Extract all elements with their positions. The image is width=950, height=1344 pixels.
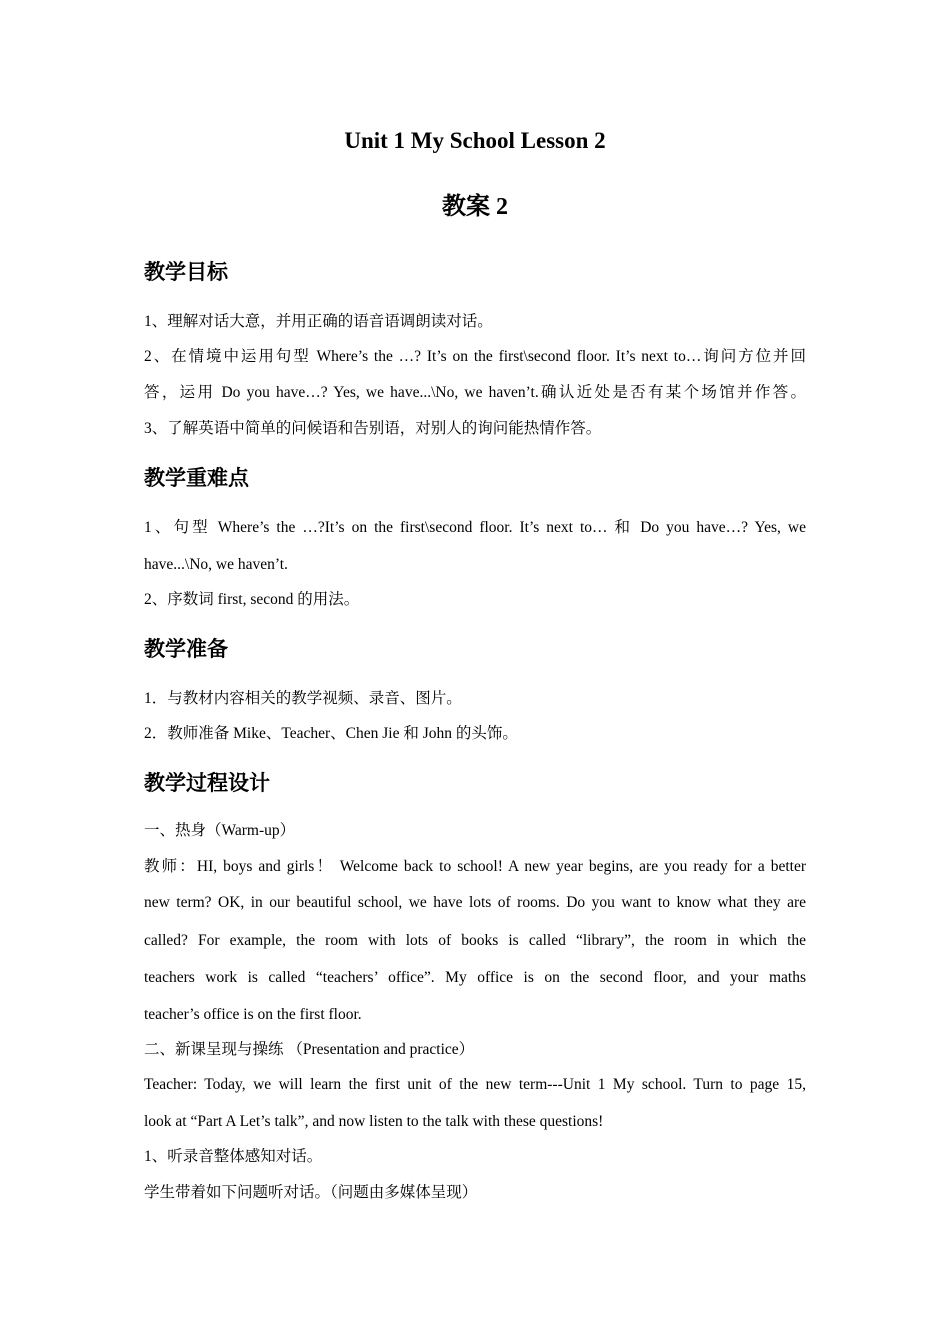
document-title: Unit 1 My School Lesson 2 <box>344 128 606 153</box>
process-line: 教师：HI, boys and girls！ Welcome back to school! A new year begins, are you ready for a better <box>144 858 806 875</box>
process-line: look at “Part A Let’s talk”, and now listen to the talk with these questions! <box>144 1113 604 1130</box>
preparation-line: 1．与教材内容相关的教学视频、录音、图片。 <box>144 690 462 707</box>
document-subtitle: 教案 2 <box>442 194 508 220</box>
goals-line: 答，运用 Do you have…? Yes, we have...\No, we haven’t.确认近处是否有某个场馆并作答。 <box>144 384 806 401</box>
process-line: 1、听录音整体感知对话。 <box>144 1148 323 1165</box>
key-points-line: have...\No, we haven’t. <box>144 556 288 573</box>
process-heading: 教学过程设计 <box>144 771 270 795</box>
process-line: 二、新课呈现与操练 （Presentation and practice） <box>144 1041 475 1058</box>
goals-line: 1、理解对话大意，并用正确的语音语调朗读对话。 <box>144 313 493 330</box>
key-points-line: 1、句型 Where’s the …?It’s on the first\second floor. It’s next to… 和 Do you have…? Yes, we <box>144 519 806 536</box>
process-line: teachers work is called “teachers’ office”. My office is on the second floor, and your maths <box>144 969 806 986</box>
process-line: called? For example, the room with lots of books is called “library”, the room in which the <box>144 932 806 949</box>
goals-heading: 教学目标 <box>144 260 228 284</box>
process-line: 学生带着如下问题听对话。（问题由多媒体呈现） <box>144 1184 478 1201</box>
process-line: new term? OK, in our beautiful school, we have lots of rooms. Do you want to know what they are <box>144 894 806 911</box>
preparation-line: 2．教师准备 Mike、Teacher、Chen Jie 和 John 的头饰。 <box>144 725 518 742</box>
preparation-heading: 教学准备 <box>144 637 228 661</box>
process-line: Teacher: Today, we will learn the first unit of the new term---Unit 1 My school. Turn to page 15, <box>144 1076 806 1093</box>
process-line: 一、热身（Warm-up） <box>144 822 296 839</box>
key-points-heading: 教学重难点 <box>144 466 249 490</box>
key-points-line: 2、序数词 first, second 的用法。 <box>144 591 360 608</box>
goals-line: 3、了解英语中简单的问候语和告别语，对别人的询问能热情作答。 <box>144 420 602 437</box>
goals-line: 2、在情境中运用句型 Where’s the …? It’s on the first\second floor. It’s next to…询问方位并回 <box>144 348 806 365</box>
process-line: teacher’s office is on the first floor. <box>144 1006 362 1023</box>
